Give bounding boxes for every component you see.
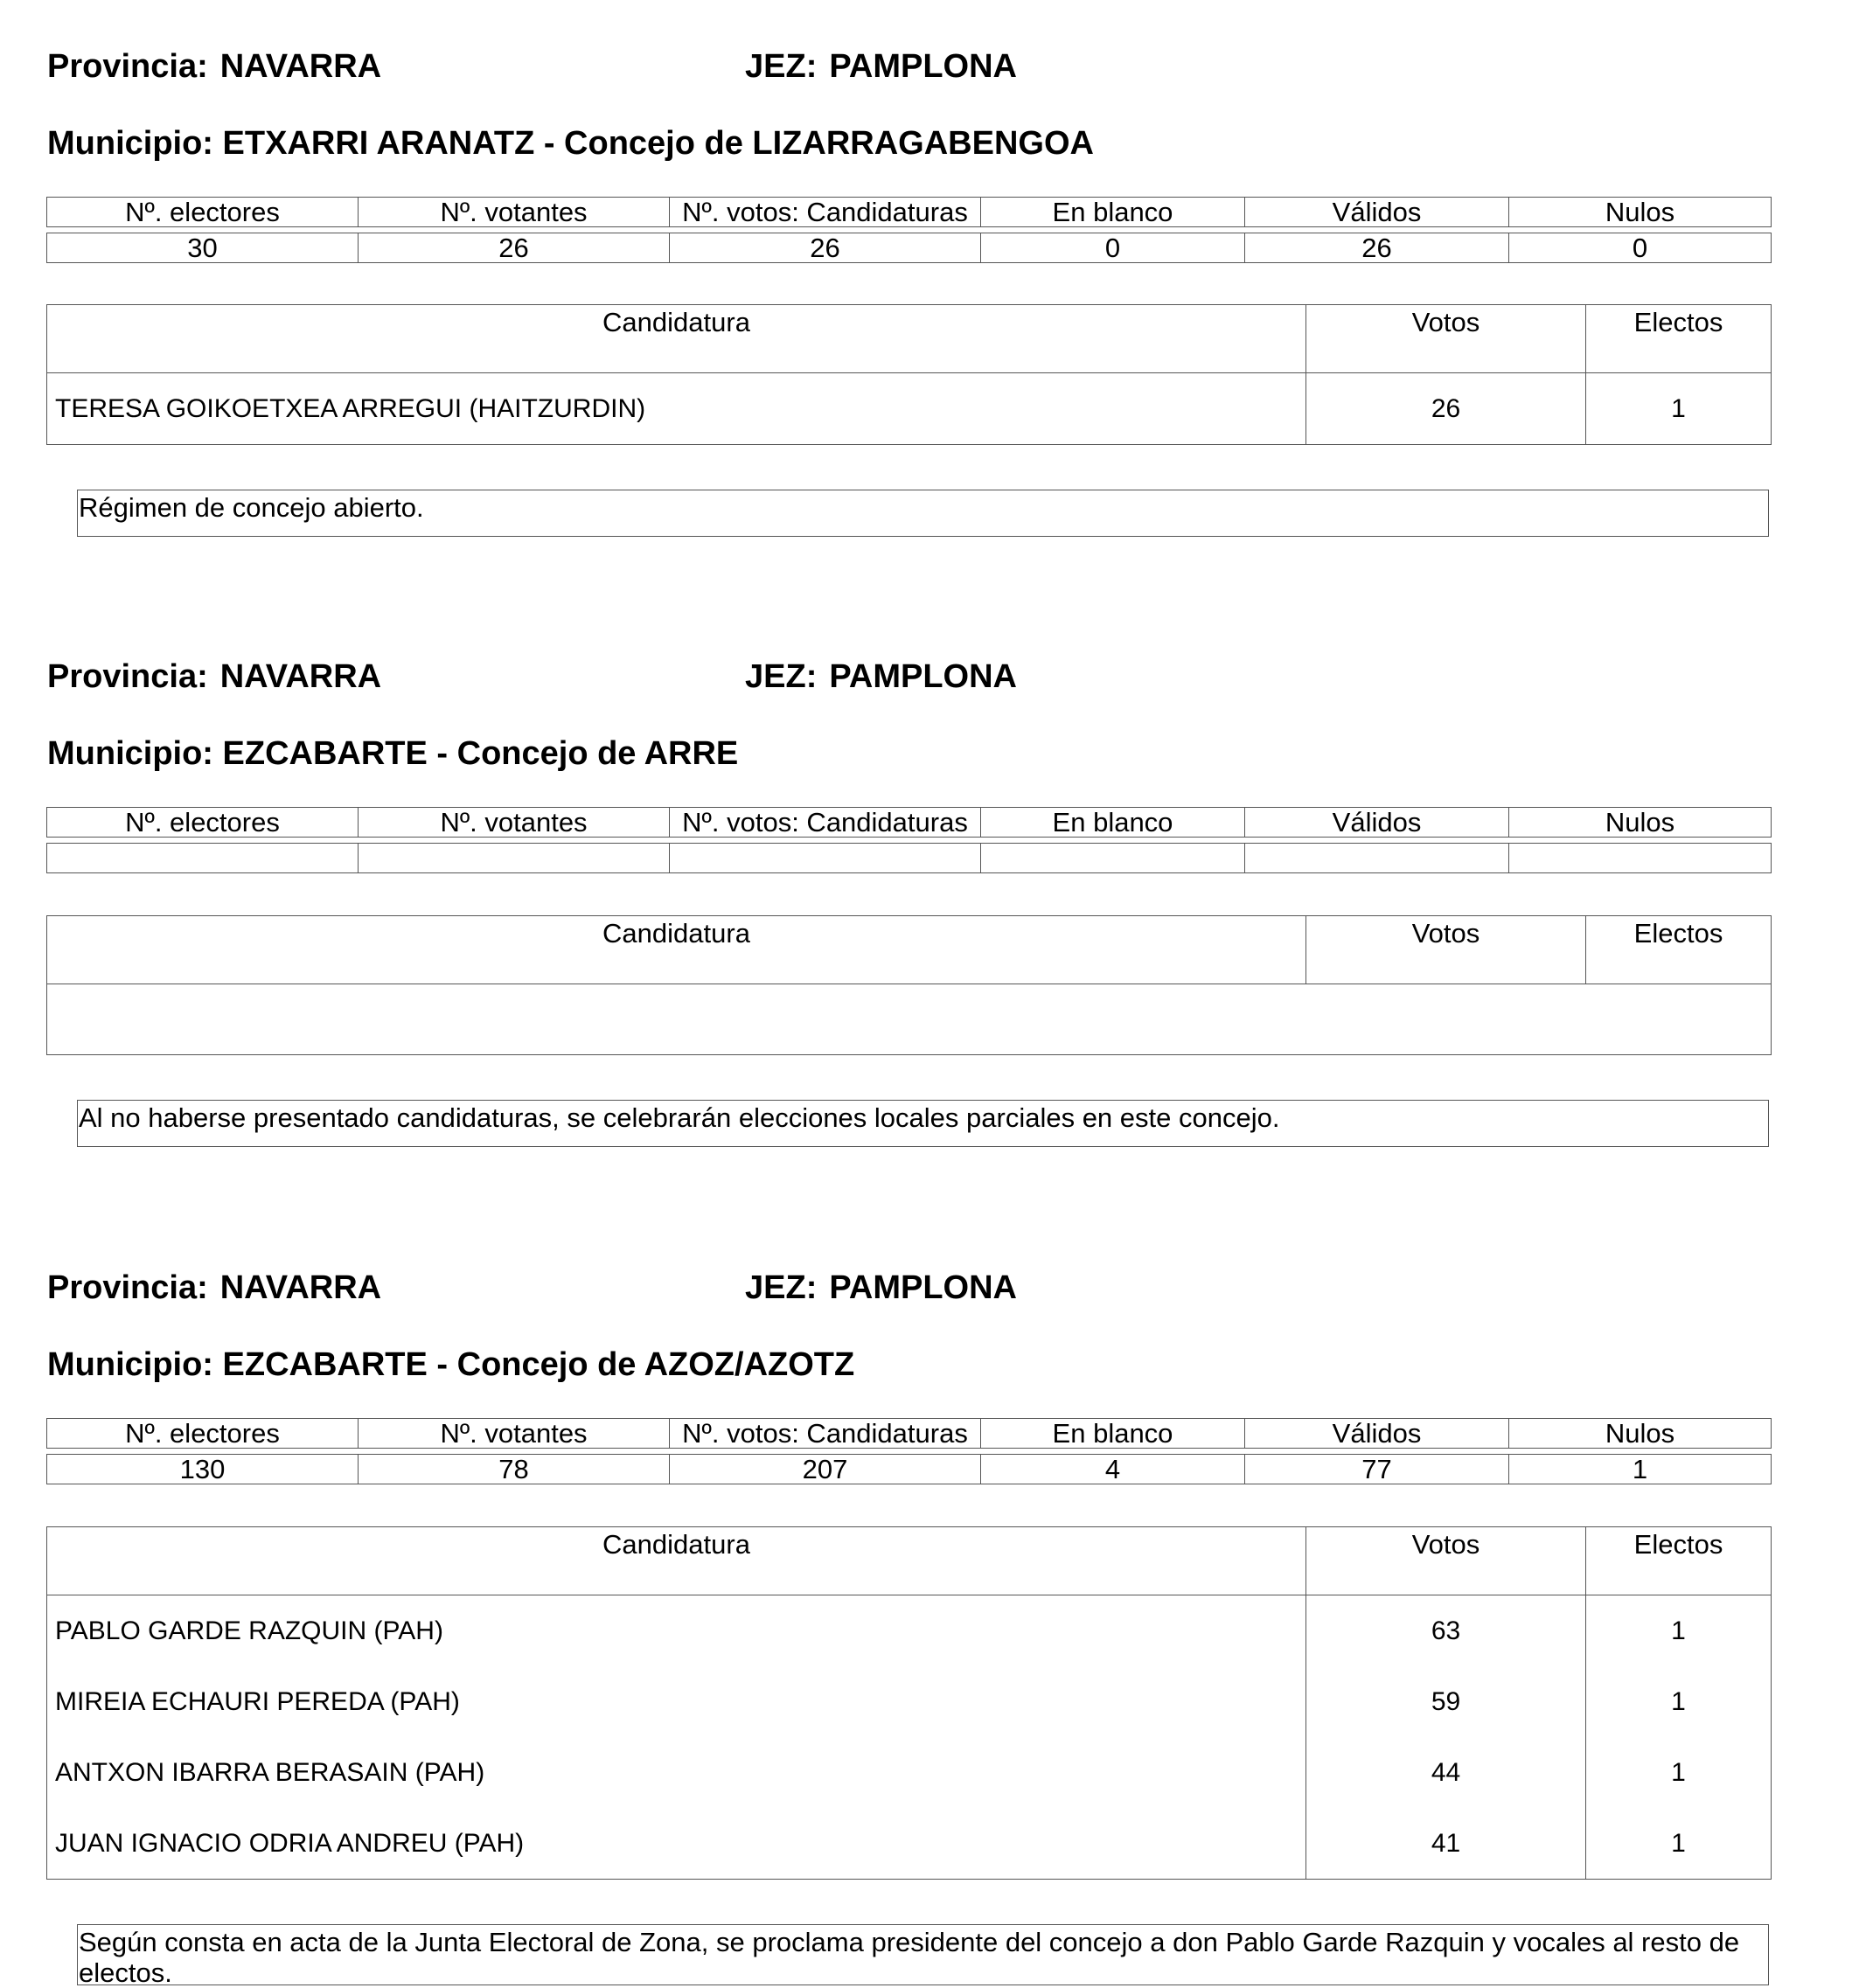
jez-label: JEZ: (745, 658, 818, 695)
candidate-row (47, 373, 1772, 445)
value-votantes (359, 844, 670, 873)
value-votantes: 26 (359, 233, 670, 263)
candidate-row (47, 1595, 1772, 1667)
header-votantes: Nº. votantes (359, 808, 670, 838)
header-candidatura: Candidatura (47, 916, 1306, 984)
stats-values-row (47, 844, 1772, 873)
value-nulos (1509, 844, 1772, 873)
jez-value: PAMPLONA (829, 48, 1017, 85)
municipio-label: Municipio: (47, 125, 213, 162)
candidate-row-empty (47, 984, 1772, 1055)
value-votos-candidaturas (670, 844, 981, 873)
candidate-votos: 26 (1306, 373, 1586, 445)
candidates-header-row (47, 305, 1772, 373)
municipio-label: Municipio: (47, 1346, 213, 1383)
header-votos: Votos (1306, 1527, 1586, 1595)
candidate-name: MIREIA ECHAURI PEREDA (PAH) (55, 1686, 460, 1716)
header-electores: Nº. electores (47, 198, 359, 227)
provincia-value: NAVARRA (219, 658, 382, 695)
candidate-electos: 1 (1586, 373, 1772, 445)
provincia-label: Provincia: (47, 48, 208, 85)
provincia-label: Provincia: (47, 1269, 208, 1306)
candidate-name: JUAN IGNACIO ODRIA ANDREU (PAH) (55, 1828, 525, 1858)
provincia-value: NAVARRA (219, 48, 382, 85)
candidate-votos: 41 (1306, 1808, 1586, 1880)
municipio-value: EZCABARTE - Concejo de ARRE (222, 735, 739, 772)
candidates-table (46, 915, 1772, 1055)
jez-line (745, 47, 1017, 86)
section-note: Al no haberse presentado candidaturas, se celebrarán elecciones locales parciales en este concejo. (77, 1100, 1769, 1147)
value-en-blanco: 4 (981, 1455, 1245, 1484)
header-electores: Nº. electores (47, 808, 359, 838)
jez-label: JEZ: (745, 1269, 818, 1306)
provincia-line (47, 657, 381, 696)
stats-values-row (47, 1455, 1772, 1484)
header-en-blanco: En blanco (981, 198, 1245, 227)
jez-value: PAMPLONA (829, 658, 1017, 695)
municipio-value: EZCABARTE - Concejo de AZOZ/AZOTZ (222, 1346, 855, 1383)
header-electores: Nº. electores (47, 1419, 359, 1449)
value-nulos: 0 (1509, 233, 1772, 263)
stats-header-row (47, 1419, 1772, 1449)
header-en-blanco: En blanco (981, 808, 1245, 838)
candidate-electos: 1 (1586, 1595, 1772, 1667)
value-votantes: 78 (359, 1455, 670, 1484)
provincia-label: Provincia: (47, 658, 208, 695)
candidate-name: TERESA GOIKOETXEA ARREGUI (HAITZURDIN) (55, 393, 646, 423)
header-nulos: Nulos (1509, 198, 1772, 227)
stats-table (46, 807, 1772, 873)
municipio-line (47, 1345, 854, 1384)
stats-header-row (47, 198, 1772, 227)
header-votos-candidaturas: Nº. votos: Candidaturas (670, 198, 981, 227)
value-votos-candidaturas: 26 (670, 233, 981, 263)
value-nulos: 1 (1509, 1455, 1772, 1484)
header-votos-candidaturas: Nº. votos: Candidaturas (670, 1419, 981, 1449)
stats-values-row (47, 233, 1772, 263)
candidate-electos: 1 (1586, 1737, 1772, 1808)
header-candidatura: Candidatura (47, 1527, 1306, 1595)
header-votos-candidaturas: Nº. votos: Candidaturas (670, 808, 981, 838)
section-note: Según consta en acta de la Junta Electoral de Zona, se proclama presidente del concejo a don Pablo Garde Razquin y vocales al resto de electos. (77, 1924, 1769, 1985)
municipio-value: ETXARRI ARANATZ - Concejo de LIZARRAGABENGOA (222, 125, 1094, 162)
stats-table (46, 197, 1772, 263)
candidate-row (47, 1666, 1772, 1737)
value-validos (1245, 844, 1509, 873)
value-en-blanco (981, 844, 1245, 873)
empty-cell (47, 984, 1772, 1055)
candidates-header-row (47, 1527, 1772, 1595)
jez-value: PAMPLONA (829, 1269, 1017, 1306)
candidate-row (47, 1737, 1772, 1808)
header-votos: Votos (1306, 305, 1586, 373)
candidate-votos: 44 (1306, 1737, 1586, 1808)
municipio-line (47, 734, 738, 773)
value-votos-candidaturas: 207 (670, 1455, 981, 1484)
header-validos: Válidos (1245, 808, 1509, 838)
header-nulos: Nulos (1509, 1419, 1772, 1449)
value-electores: 30 (47, 233, 359, 263)
header-votos: Votos (1306, 916, 1586, 984)
candidates-table (46, 304, 1772, 445)
section-note: Régimen de concejo abierto. (77, 490, 1769, 537)
candidate-name: PABLO GARDE RAZQUIN (PAH) (55, 1616, 443, 1645)
stats-header-row (47, 808, 1772, 838)
header-en-blanco: En blanco (981, 1419, 1245, 1449)
value-electores (47, 844, 359, 873)
header-votantes: Nº. votantes (359, 1419, 670, 1449)
municipio-label: Municipio: (47, 735, 213, 772)
provincia-line (47, 47, 381, 86)
header-validos: Válidos (1245, 1419, 1509, 1449)
provincia-line (47, 1269, 381, 1307)
header-validos: Válidos (1245, 198, 1509, 227)
value-validos: 77 (1245, 1455, 1509, 1484)
value-validos: 26 (1245, 233, 1509, 263)
candidate-row (47, 1808, 1772, 1880)
stats-table (46, 1418, 1772, 1484)
candidate-electos: 1 (1586, 1808, 1772, 1880)
header-candidatura: Candidatura (47, 305, 1306, 373)
candidates-header-row (47, 916, 1772, 984)
header-electos: Electos (1586, 916, 1772, 984)
value-en-blanco: 0 (981, 233, 1245, 263)
header-electos: Electos (1586, 1527, 1772, 1595)
provincia-value: NAVARRA (219, 1269, 382, 1306)
header-electos: Electos (1586, 305, 1772, 373)
municipio-line (47, 124, 1094, 163)
jez-label: JEZ: (745, 48, 818, 85)
header-nulos: Nulos (1509, 808, 1772, 838)
value-electores: 130 (47, 1455, 359, 1484)
jez-line (745, 1269, 1017, 1307)
candidate-name: ANTXON IBARRA BERASAIN (PAH) (55, 1757, 485, 1787)
header-votantes: Nº. votantes (359, 198, 670, 227)
candidates-table (46, 1526, 1772, 1880)
candidate-votos: 63 (1306, 1595, 1586, 1667)
candidate-electos: 1 (1586, 1666, 1772, 1737)
jez-line (745, 657, 1017, 696)
candidate-votos: 59 (1306, 1666, 1586, 1737)
